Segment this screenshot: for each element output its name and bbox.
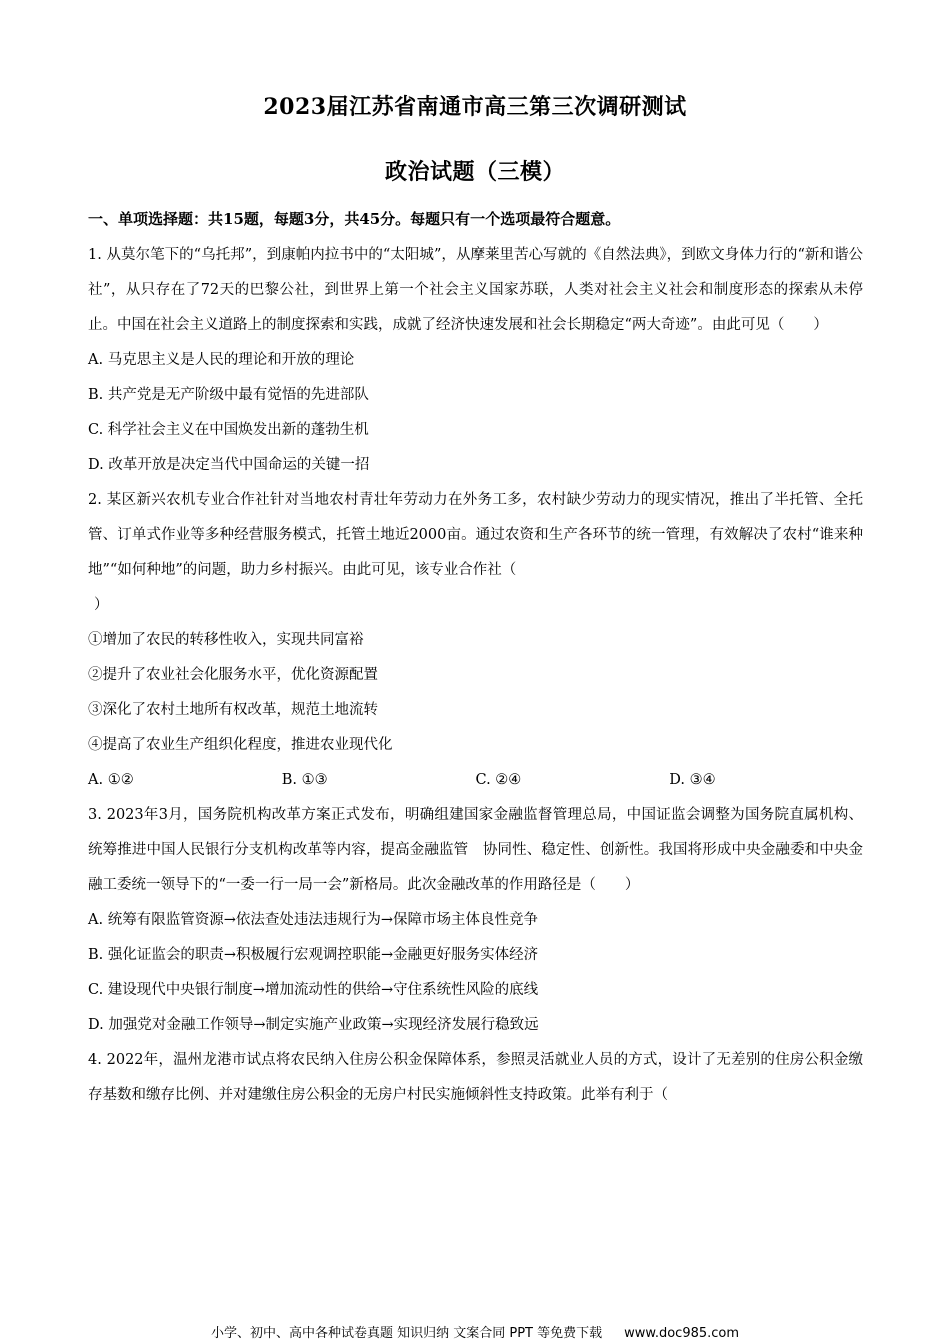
questions-body bbox=[88, 238, 863, 1113]
question-2-statement-3: ③深化了农村土地所有权改革，规范土地流转 bbox=[88, 702, 378, 718]
question-3-option-d: D. 加强党对金融工作领导→制定实施产业政策→实现经济发展行稳致远 bbox=[88, 1017, 539, 1033]
section-heading: 一、单项选择题：共15题，每题3分，共45分。每题只有一个选项最符合题意。 bbox=[88, 210, 621, 228]
question-4-stem: 4. 2022年，温州龙港市试点将农民纳入住房公积金保障体系，参照灵活就业人员的方式，设计了无差别的住房公积金缴存基数和缴存比例、并对建缴住房公积金的无房户村民实施倾斜性支持政策。此举有利于（ bbox=[88, 1052, 863, 1103]
footer-site-link[interactable]: www.doc985.com bbox=[624, 1326, 740, 1341]
question-2-option-d: D. ③④ bbox=[669, 772, 716, 788]
question-2-stem-tail: ） bbox=[94, 597, 109, 613]
question-3-option-b: B. 强化证监会的职责→积极履行宏观调控职能→金融更好服务实体经济 bbox=[88, 947, 539, 963]
exam-title: 2023届江苏省南通市高三第三次调研测试 bbox=[263, 94, 687, 120]
question-2-stem: 2. 某区新兴农机专业合作社针对当地农村青壮年劳动力在外务工多，农村缺少劳动力的现实情况，推出了半托管、全托管、订单式作业等多种经营服务模式，托管土地近2000亩。通过农资和生产各环节的统一管理，有效解决了农村“谁来种地”“如何种地”的问题，助力乡村振兴。由此可见，该专业合作社（ bbox=[88, 492, 863, 578]
question-2-options bbox=[88, 763, 863, 798]
question-1-stem: 1. 从莫尔笔下的“乌托邦”，到康帕内拉书中的“太阳城”，从摩莱里苦心写就的《自然法典》，到欧文身体力行的“新和谐公社”，从只存在了72天的巴黎公社，到世界上第一个社会主义国家苏联，人类对社会主义社会和制度形态的探索从未停止。中国在社会主义道路上的制度探索和实践，成就了经济快速发展和社会长期稳定“两大奇迹”。由此可见（ ） bbox=[88, 247, 863, 333]
question-2-option-b: B. ①③ bbox=[281, 772, 328, 788]
question-2-statement-1: ①增加了农民的转移性收入，实现共同富裕 bbox=[88, 632, 364, 648]
question-2-option-a: A. ①② bbox=[88, 772, 134, 788]
question-2-statement-4: ④提高了农业生产组织化程度，推进农业现代化 bbox=[88, 737, 393, 753]
question-1-option-c: C. 科学社会主义在中国焕发出新的蓬勃生机 bbox=[88, 422, 369, 438]
question-3-stem: 3. 2023年3月，国务院机构改革方案正式发布，明确组建国家金融监督管理总局，中国证监会调整为国务院直属机构、统筹推进中国人民银行分支机构改革等内容，提高金融监管 协同性、稳定性、创新性。我国将形成中央金融委和中央金融工委统一领导下的“一委一行一局一会”新格局。此次金融改革的作用路径是（ ） bbox=[88, 807, 863, 893]
question-1-option-d: D. 改革开放是决定当代中国命运的关键一招 bbox=[88, 457, 370, 473]
footer-text: 小学、初中、高中各种试卷真题 知识归纳 文案合同 PPT 等免费下载 bbox=[210, 1326, 603, 1341]
question-3-option-a: A. 统筹有限监管资源→依法查处违法违规行为→保障市场主体良性竞争 bbox=[88, 912, 538, 928]
question-3-option-c: C. 建设现代中央银行制度→增加流动性的供给→守住系统性风险的底线 bbox=[88, 982, 539, 998]
question-1-option-a: A. 马克思主义是人民的理论和开放的理论 bbox=[88, 352, 355, 368]
question-2-statement-2: ②提升了农业社会化服务水平，优化资源配置 bbox=[88, 667, 378, 683]
question-2-option-c: C. ②④ bbox=[475, 772, 522, 788]
exam-subtitle: 政治试题（三模） bbox=[384, 159, 565, 185]
question-1-option-b: B. 共产党是无产阶级中最有觉悟的先进部队 bbox=[88, 387, 369, 403]
page-footer bbox=[0, 1322, 950, 1341]
